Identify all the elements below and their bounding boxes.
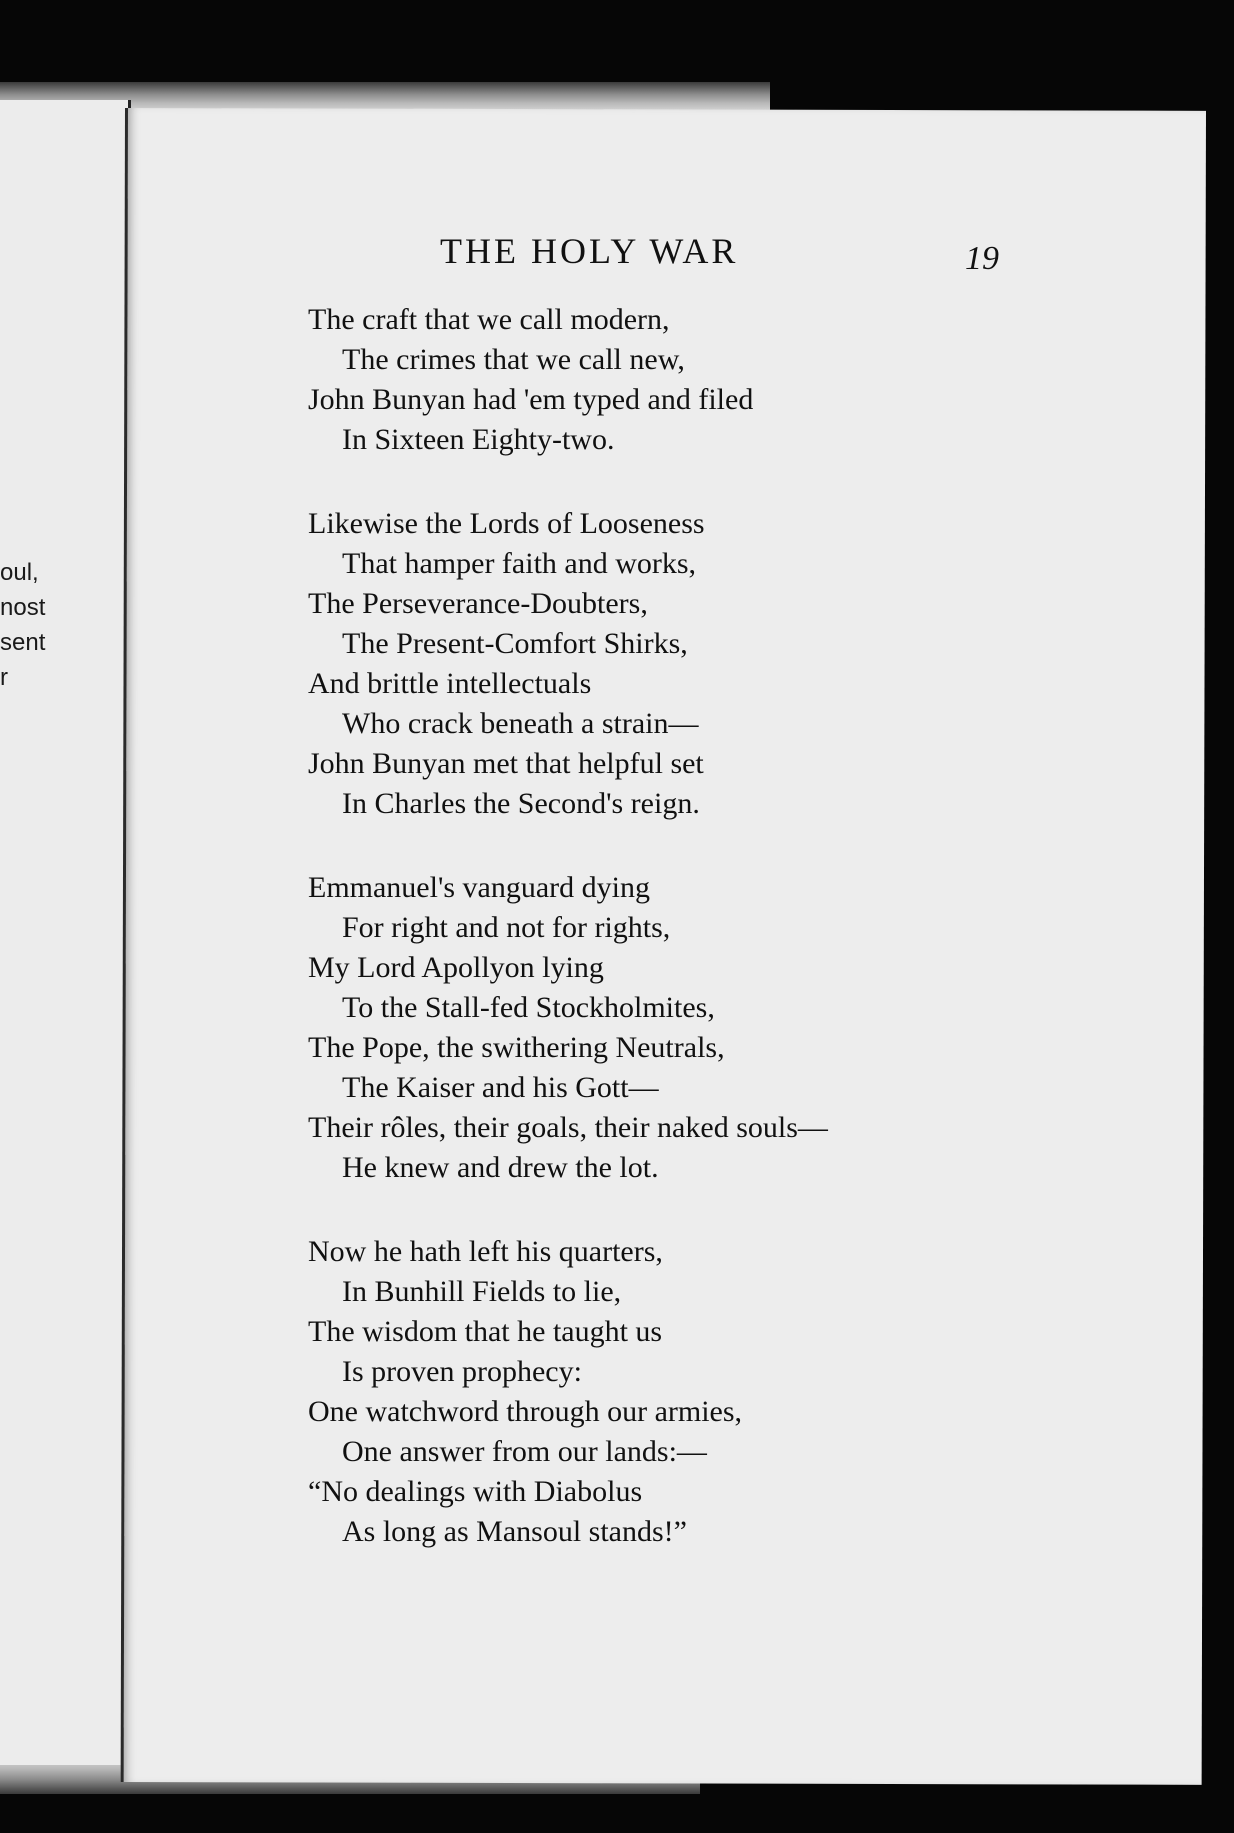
poem-line: To the Stall-fed Stockholmites, (342, 991, 715, 1024)
poem-line: The Present-Comfort Shirks, (342, 627, 688, 660)
poem-line: My Lord Apollyon lying (308, 951, 604, 984)
poem-line: Their rôles, their goals, their naked souls— (308, 1111, 828, 1144)
poem-line: “No dealings with Diabolus (308, 1475, 643, 1508)
stanza (308, 1232, 1168, 1552)
poem-line: The craft that we call modern, (308, 303, 670, 336)
poem-line: One watchword through our armies, (308, 1395, 743, 1428)
poem-line: In Sixteen Eighty-two. (342, 423, 615, 456)
poem-line: Who crack beneath a strain— (342, 707, 699, 740)
poem-line: Now he hath left his quarters, (308, 1235, 663, 1268)
left-page-snippet: sent (0, 629, 46, 656)
poem-line: The Kaiser and his Gott— (342, 1071, 659, 1104)
stanza (308, 868, 1168, 1188)
poem-line: John Bunyan had 'em typed and filed (308, 383, 754, 416)
running-head: THE HOLY WAR (440, 231, 739, 271)
poem-line: Likewise the Lords of Looseness (308, 507, 705, 540)
poem-line: In Charles the Second's reign. (342, 787, 700, 820)
stanza (308, 504, 1168, 824)
poem-line: The Perseverance-Doubters, (308, 587, 648, 620)
left-page-text (0, 555, 100, 695)
poem-line: Emmanuel's vanguard dying (308, 871, 650, 904)
stanza (308, 300, 1168, 460)
poem-line: The Pope, the swithering Neutrals, (308, 1031, 725, 1064)
left-page-snippet: nost (0, 594, 46, 621)
poem-line: Is proven prophecy: (342, 1355, 582, 1388)
poem-line: The crimes that we call new, (342, 343, 685, 376)
poem-line: John Bunyan met that helpful set (308, 747, 704, 780)
poem-line: That hamper faith and works, (342, 547, 697, 580)
poem-line: As long as Mansoul stands!” (342, 1515, 687, 1548)
poem-line: The wisdom that he taught us (308, 1315, 663, 1348)
page-number: 19 (965, 240, 999, 277)
left-page-snippet: r (0, 664, 8, 691)
poem-line: For right and not for rights, (342, 911, 671, 944)
left-page-snippet: oul, (0, 559, 39, 586)
poem-line: He knew and drew the lot. (342, 1151, 659, 1184)
poem-line: And brittle intellectuals (308, 667, 592, 700)
left-page (0, 100, 131, 1765)
poem-line: In Bunhill Fields to lie, (342, 1275, 622, 1308)
poem-line: One answer from our lands:— (342, 1435, 707, 1468)
poem (308, 300, 1168, 1596)
